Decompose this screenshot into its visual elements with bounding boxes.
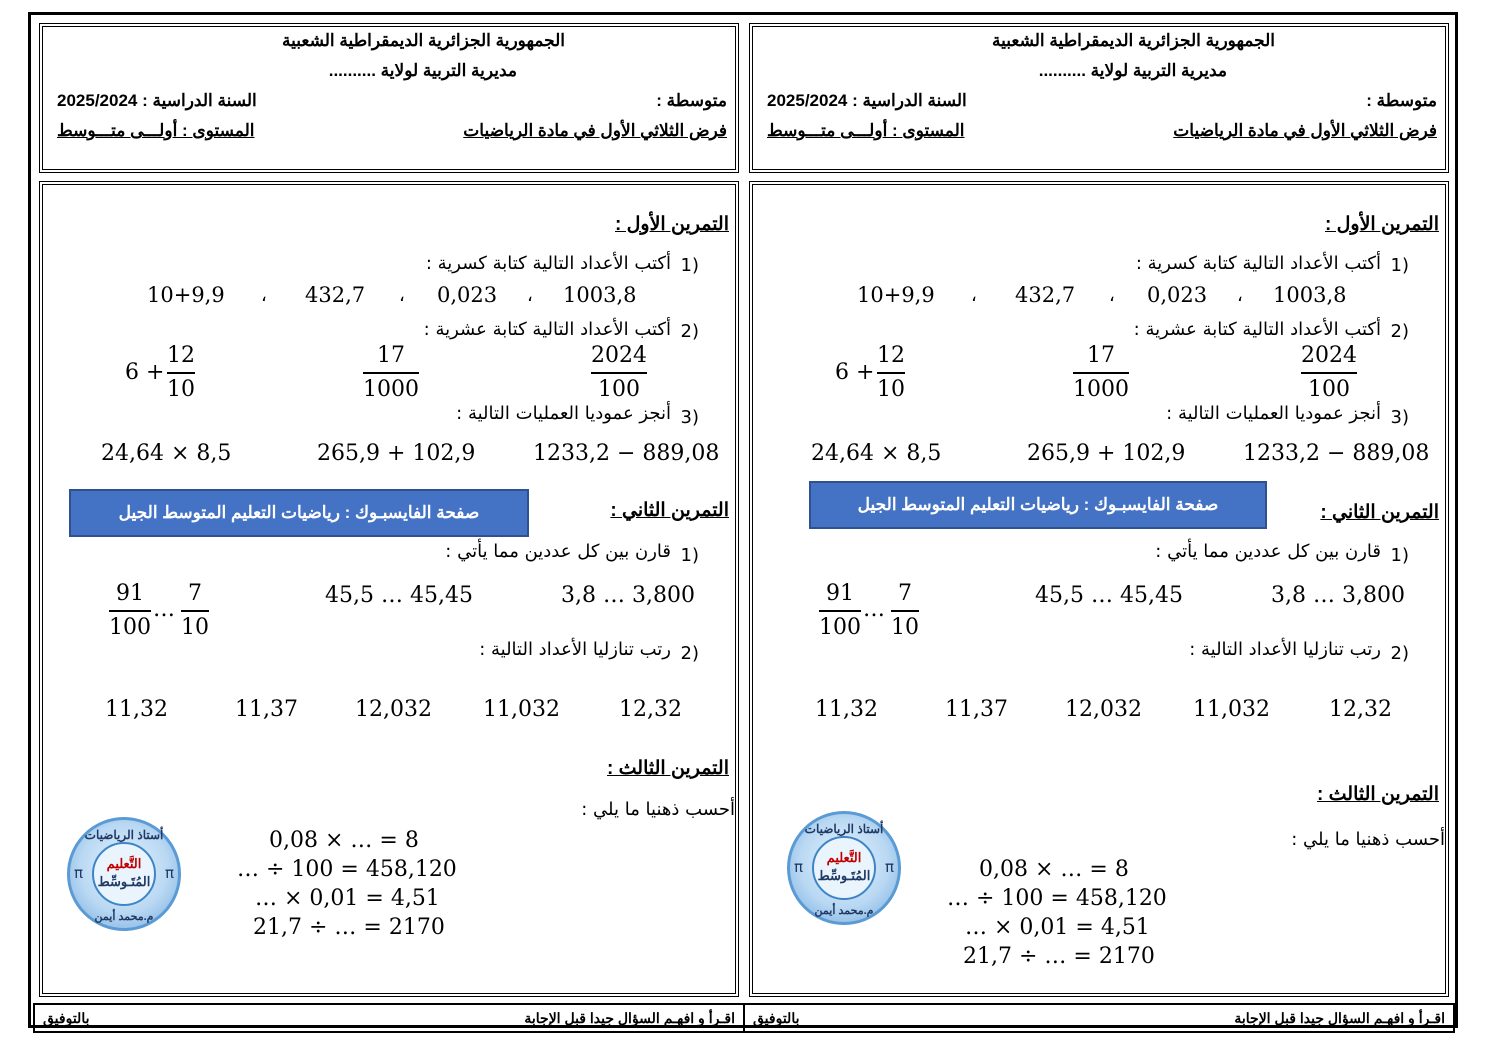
exam-sheet xyxy=(28,12,1458,1028)
value-1: 1003,8 xyxy=(563,283,637,307)
ex2-q2-number: 2) xyxy=(680,643,699,664)
ex1-q2-text: أكتب الأعداد التالية كتابة عشرية : xyxy=(1133,319,1381,340)
stamp-bottom: م.محمد أيمن xyxy=(94,911,154,923)
footer-advice: اقـرأ و افهـم السؤال جيدا قبل الإجابة xyxy=(524,1010,735,1026)
pi-icon: π xyxy=(74,864,84,882)
ex1-q2-text: أكتب الأعداد التالية كتابة عشرية : xyxy=(423,319,671,340)
ex1-q3-text: أنجز عموديا العمليات التالية : xyxy=(1166,403,1381,424)
ex2-q1-number: 1) xyxy=(1390,545,1409,566)
order-value: 12,32 xyxy=(1329,697,1392,722)
fraction-17-1000: 17 1000 xyxy=(363,343,419,402)
exam-body xyxy=(39,181,739,997)
compare-dots: … xyxy=(153,597,175,622)
fraction-91-100: 91 100 xyxy=(819,581,861,640)
fraction-12-10: 12 10 xyxy=(877,343,905,402)
ex1-title: التمرين الأول : xyxy=(615,214,729,235)
school-year: السنة الدراسية : 2025/2024 xyxy=(57,91,257,110)
republic-title: الجمهورية الجزائرية الديمقراطية الشعبية xyxy=(282,31,565,50)
pi-icon: π xyxy=(164,864,174,882)
separator: ، xyxy=(1237,285,1243,306)
ex3-intro: أحسب ذهنيا ما يلي : xyxy=(1291,829,1445,850)
stamp-top: أستاذ الرياضيات xyxy=(804,822,884,836)
stamp-mid1: التَّعليم xyxy=(106,856,142,871)
ex1-q1-text: أكتب الأعداد التالية كتابة كسرية : xyxy=(425,253,671,274)
compare-2: 45,5 … 45,45 xyxy=(325,583,473,608)
ex3-title: التمرين الثالث : xyxy=(607,758,729,779)
ex3-intro: أحسب ذهنيا ما يلي : xyxy=(581,799,735,820)
ex1-q3-number: 3) xyxy=(1390,407,1409,428)
separator: ، xyxy=(1109,285,1115,306)
mixed-prefix: 6 + xyxy=(125,360,165,385)
separator: ، xyxy=(399,285,405,306)
school-name: متوسطة : xyxy=(656,91,727,110)
value-4: 10+9,9 xyxy=(147,283,225,307)
mental-line-1: 0,08 × … = 8 xyxy=(979,857,1129,882)
ex1-title: التمرين الأول : xyxy=(1325,214,1439,235)
compare-2: 45,5 … 45,45 xyxy=(1035,583,1183,608)
level: المستوى : أولـــى متـــوسط xyxy=(767,121,965,140)
fraction-17-1000: 17 1000 xyxy=(1073,343,1129,402)
fraction-2024-100: 2024 100 xyxy=(1301,343,1357,402)
mental-line-2: … ÷ 100 = 458,120 xyxy=(237,857,457,882)
value-4: 10+9,9 xyxy=(857,283,935,307)
mental-line-1: 0,08 × … = 8 xyxy=(269,828,419,853)
directorate: مديرية التربية لولاية .......... xyxy=(328,61,517,80)
school-name: متوسطة : xyxy=(1366,91,1437,110)
operation-multiplication: 24,64 × 8,5 xyxy=(811,441,942,466)
left-copy xyxy=(39,23,739,1025)
operation-subtraction: 1233,2 − 889,08 xyxy=(533,441,720,466)
operation-addition: 265,9 + 102,9 xyxy=(1027,441,1186,466)
value-2: 0,023 xyxy=(437,283,498,307)
value-3: 432,7 xyxy=(1015,283,1076,307)
stamp-top: أستاذ الرياضيات xyxy=(84,828,164,842)
level: المستوى : أولـــى متـــوسط xyxy=(57,121,255,140)
ex2-q1-text: قارن بين كل عددين مما يأتي : xyxy=(1155,541,1381,562)
separator: ، xyxy=(261,285,267,306)
ex1-q1-number: 1) xyxy=(680,255,699,276)
school-year: السنة الدراسية : 2025/2024 xyxy=(767,91,967,110)
stamp-bottom: م.محمد أيمن xyxy=(814,905,874,917)
stamp-mid2: المُتَـوسِّط xyxy=(817,868,871,883)
ex2-q2-number: 2) xyxy=(1390,643,1409,664)
ex1-q1-number: 1) xyxy=(1390,255,1409,276)
order-value: 11,37 xyxy=(235,697,298,722)
order-value: 12,032 xyxy=(1065,697,1142,722)
mental-line-4: 21,7 ÷ … = 2170 xyxy=(963,944,1155,969)
right-copy xyxy=(749,23,1449,1025)
ex1-q1-text: أكتب الأعداد التالية كتابة كسرية : xyxy=(1135,253,1381,274)
order-value: 12,32 xyxy=(619,697,682,722)
footer-luck: بالتوفيق xyxy=(753,1010,800,1026)
mental-line-3: … × 0,01 = 4,51 xyxy=(255,886,440,911)
ex1-q3-number: 3) xyxy=(680,407,699,428)
order-value: 11,32 xyxy=(815,697,878,722)
ex2-title: التمرين الثاني : xyxy=(610,500,729,521)
ex1-q2-number: 2) xyxy=(1390,321,1409,342)
ex2-q2-text: رتب تنازليا الأعداد التالية : xyxy=(479,639,671,660)
operation-multiplication: 24,64 × 8,5 xyxy=(101,441,232,466)
value-3: 432,7 xyxy=(305,283,366,307)
operation-subtraction: 1233,2 − 889,08 xyxy=(1243,441,1430,466)
fraction-91-100: 91 100 xyxy=(109,581,151,640)
stamp-mid1: التَّعليم xyxy=(826,850,862,865)
footer-luck: بالتوفيق xyxy=(43,1010,90,1026)
footer xyxy=(33,1003,745,1033)
order-value: 12,032 xyxy=(355,697,432,722)
footer-advice: اقـرأ و افهـم السؤال جيدا قبل الإجابة xyxy=(1234,1010,1445,1026)
pi-icon: π xyxy=(884,858,894,876)
separator: ، xyxy=(971,285,977,306)
exam-title: فرض الثلاثي الأول في مادة الرياضيات xyxy=(463,121,727,140)
ex2-q1-number: 1) xyxy=(680,545,699,566)
ex2-q1-text: قارن بين كل عددين مما يأتي : xyxy=(445,541,671,562)
exam-body xyxy=(749,181,1449,997)
ex2-q2-text: رتب تنازليا الأعداد التالية : xyxy=(1189,639,1381,660)
republic-title: الجمهورية الجزائرية الديمقراطية الشعبية xyxy=(992,31,1275,50)
header xyxy=(749,23,1449,173)
value-2: 0,023 xyxy=(1147,283,1208,307)
mental-line-4: 21,7 ÷ … = 2170 xyxy=(253,915,445,940)
value-1: 1003,8 xyxy=(1273,283,1347,307)
ex3-title: التمرين الثالث : xyxy=(1317,784,1439,805)
fraction-7-10: 7 10 xyxy=(181,581,209,640)
pi-icon: π xyxy=(794,858,804,876)
teacher-stamp xyxy=(787,811,901,925)
compare-dots: … xyxy=(863,597,885,622)
mental-line-3: … × 0,01 = 4,51 xyxy=(965,915,1150,940)
order-value: 11,032 xyxy=(483,697,560,722)
facebook-banner: صفحة الفايسبـوك : رياضيات التعليم المتوسط الجيل xyxy=(69,489,529,537)
ex1-q2-number: 2) xyxy=(680,321,699,342)
fraction-2024-100: 2024 100 xyxy=(591,343,647,402)
operation-addition: 265,9 + 102,9 xyxy=(317,441,476,466)
order-value: 11,37 xyxy=(945,697,1008,722)
mixed-prefix: 6 + xyxy=(835,360,875,385)
exam-title: فرض الثلاثي الأول في مادة الرياضيات xyxy=(1173,121,1437,140)
fraction-7-10: 7 10 xyxy=(891,581,919,640)
compare-1: 3,8 … 3,800 xyxy=(561,583,695,608)
directorate: مديرية التربية لولاية .......... xyxy=(1038,61,1227,80)
teacher-stamp xyxy=(67,817,181,931)
ex1-q3-text: أنجز عموديا العمليات التالية : xyxy=(456,403,671,424)
stamp-mid2: المُتَـوسِّط xyxy=(97,874,151,889)
facebook-banner: صفحة الفايسبـوك : رياضيات التعليم المتوسط الجيل xyxy=(809,481,1267,529)
footer xyxy=(743,1003,1455,1033)
mental-line-2: … ÷ 100 = 458,120 xyxy=(947,886,1167,911)
header xyxy=(39,23,739,173)
order-value: 11,32 xyxy=(105,697,168,722)
fraction-12-10: 12 10 xyxy=(167,343,195,402)
order-value: 11,032 xyxy=(1193,697,1270,722)
ex2-title: التمرين الثاني : xyxy=(1320,502,1439,523)
compare-1: 3,8 … 3,800 xyxy=(1271,583,1405,608)
separator: ، xyxy=(527,285,533,306)
